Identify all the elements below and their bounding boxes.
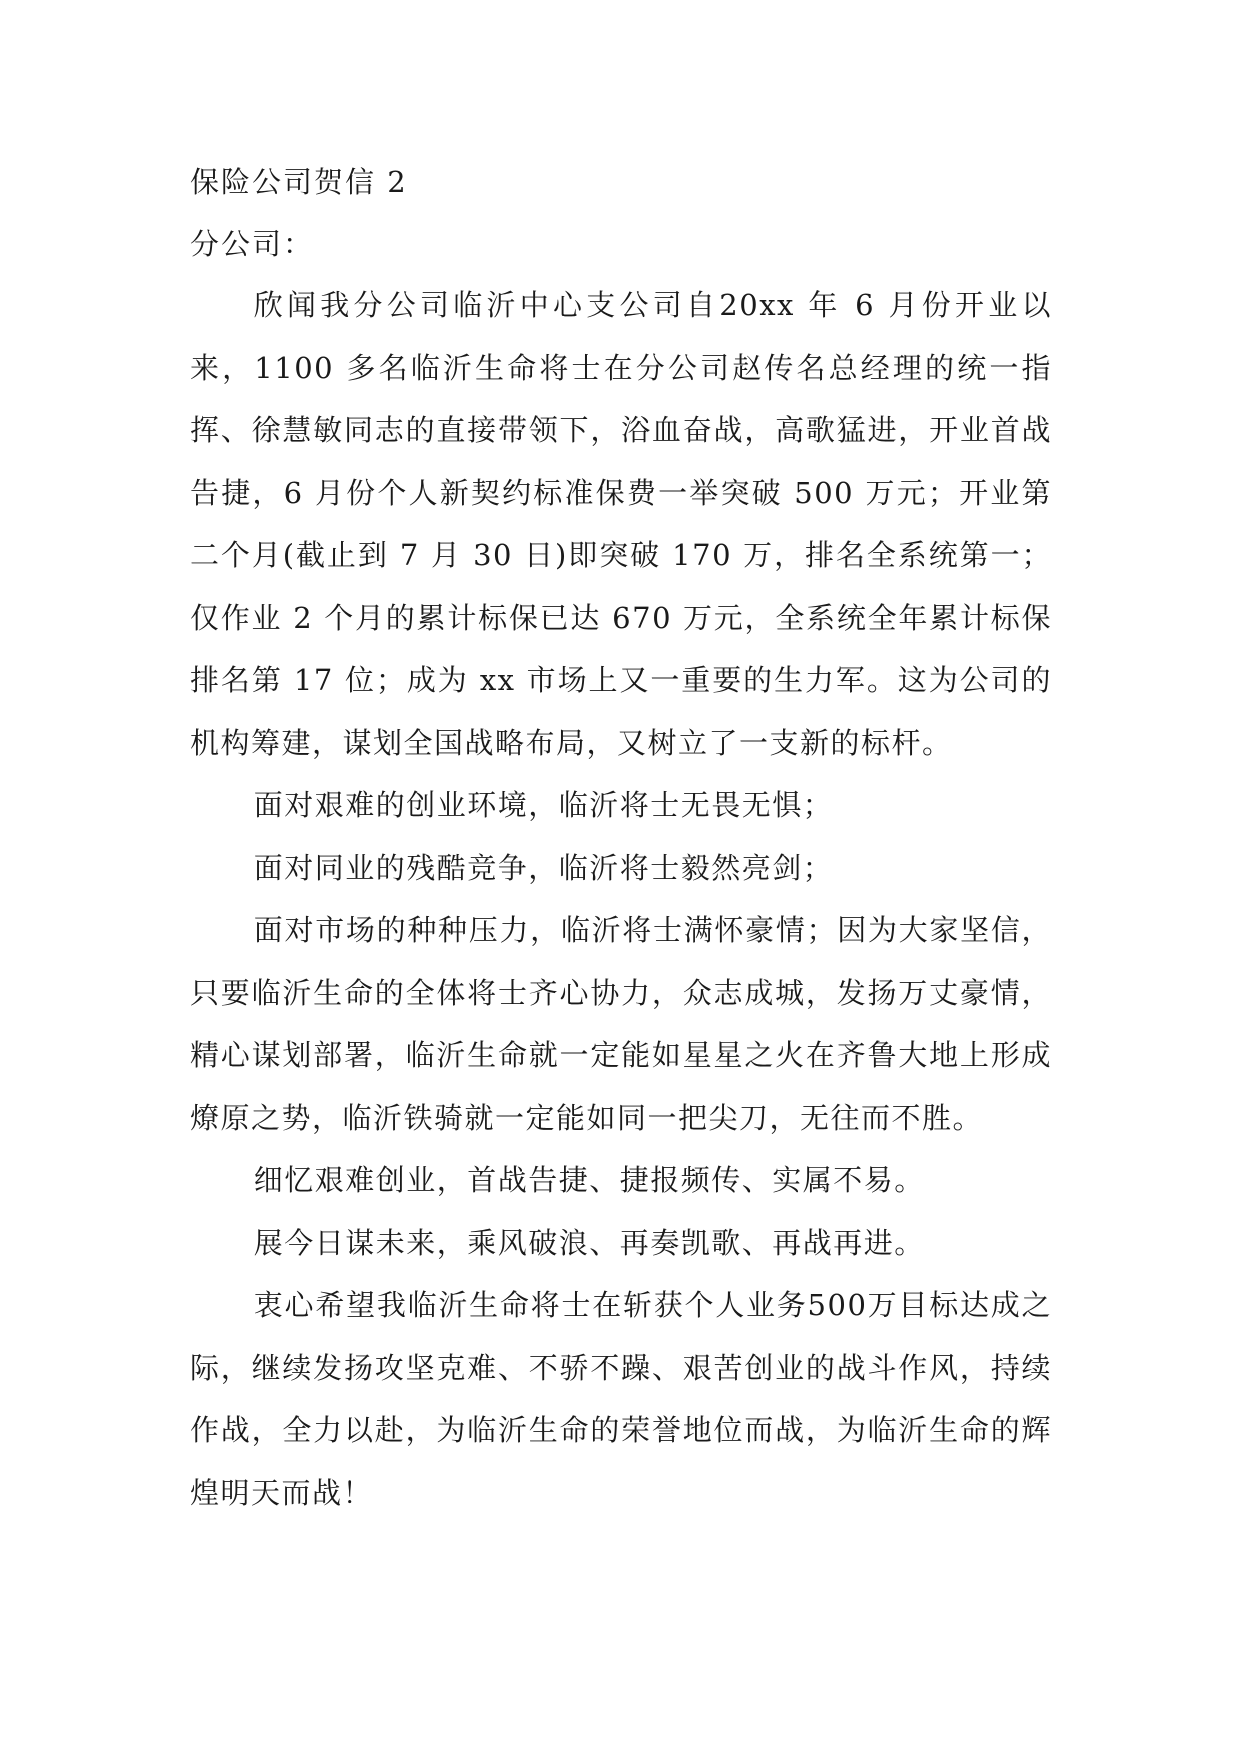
letter-body <box>190 274 1052 1524</box>
document-title: 保险公司贺信 2 <box>190 165 408 199</box>
paragraph: 欣闻我分公司临沂中心支公司自20xx 年 6 月份开业以来，1100 多名临沂生命将士在分公司赵传名总经理的统一指挥、徐慧敏同志的直接带领下，浴血奋战，高歌猛进，开业首战告捷，6 月份个人新契约标准保费一举突破 500 万元；开业第二个月(截止到 7 月 30 日)即突破 170 万，排名全系统第一；仅作业 2 个月的累计标保已达 670 万元，全系统全年累计标保排名第 17 位；成为 xx 市场上又一重要的生力军。这为公司的机构筹建，谋划全国战略布局，又树立了一支新的标杆。 <box>190 288 1052 760</box>
paragraph: 细忆艰难创业，首战告捷、捷报频传、实属不易。 <box>253 1163 925 1197</box>
paragraph: 衷心希望我临沂生命将士在斩获个人业务500万目标达成之际，继续发扬攻坚克难、不骄不躁、艰苦创业的战斗作风，持续作战，全力以赴，为临沂生命的荣誉地位而战，为临沂生命的辉煌明天而战！ <box>190 1288 1052 1510</box>
paragraph: 面对市场的种种压力，临沂将士满怀豪情；因为大家坚信，只要临沂生命的全体将士齐心协力，众志成城，发扬万丈豪情，精心谋划部署，临沂生命就一定能如星星之火在齐鲁大地上形成燎原之势，临沂铁骑就一定能如同一把尖刀，无往而不胜。 <box>190 913 1052 1135</box>
salutation: 分公司： <box>190 227 315 261</box>
paragraph: 展今日谋未来，乘风破浪、再奏凯歌、再战再进。 <box>253 1225 925 1260</box>
paragraph: 面对艰难的创业环境，临沂将士无畏无惧； <box>253 788 834 822</box>
paragraph: 面对同业的残酷竞争，临沂将士毅然亮剑； <box>253 850 834 885</box>
